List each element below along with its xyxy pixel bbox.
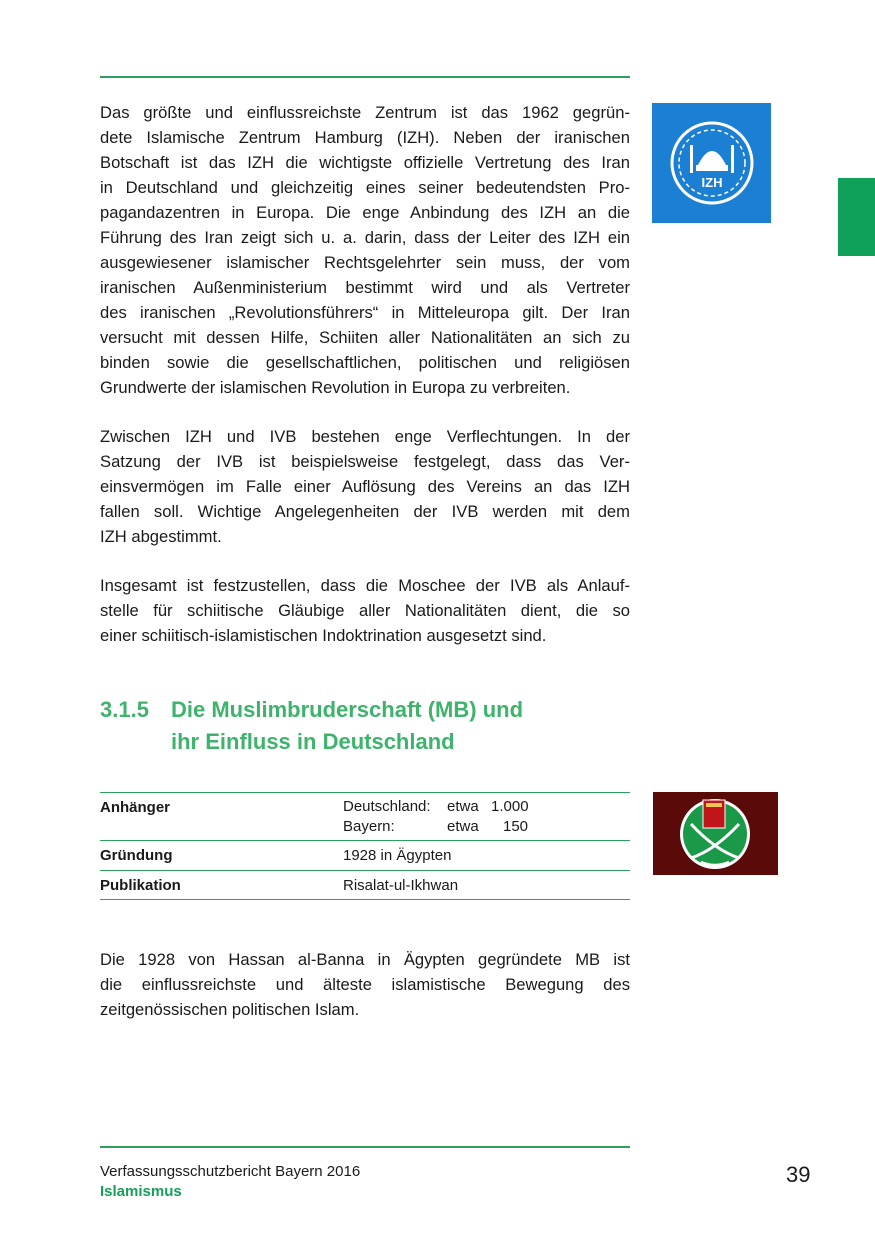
table-row [100,840,630,870]
text-line: Zwischen IZH und IVB bestehen enge Verflechtungen. In der [100,427,630,446]
text-line: Satzung der IVB ist beispielsweise festgelegt, dass das Ver- [100,452,630,471]
text-line: Insgesamt ist festzustellen, dass die Moschee der IVB als Anlauf- [100,576,630,595]
text-line: Das größte und einflussreichste Zentrum ist das 1962 gegrün- [100,103,630,122]
muslim-brotherhood-logo [653,792,778,875]
text-line: Grundwerte der islamischen Revolution in Europa zu verbreiten. [100,378,571,397]
text-line: des iranischen „Revolutionsführers“ in Mitteleuropa gilt. Der Iran [100,303,630,322]
text-line: in Deutschland und gleichzeitig eines seiner bedeutendsten Pro- [100,178,630,197]
paragraph [100,947,630,1022]
text-line: iranischen Außenministerium bestimmt wird und als Vertreter [100,278,630,297]
text-line: versucht mit dessen Hilfe, Schiiten aller Nationalitäten an sich zu [100,328,630,347]
text-line: stelle für schiitische Gläubige aller Nationalitäten dient, die so [100,601,630,620]
footer-rule [100,1146,630,1148]
section-title [171,694,591,758]
text-line: einer schiitisch-islamistischen Indoktrination ausgesetzt sind. [100,626,547,645]
founded-label: Gründung [100,847,173,864]
chapter-tab [838,178,875,256]
text-line: ausgewiesener islamischer Rechtsgelehrter sein muss, der vom [100,253,630,272]
izh-emblem-icon [652,103,771,223]
organization-info-table [100,792,630,900]
text-line: fallen soll. Wichtige Angelegenheiten der IVB werden mit dem [100,502,630,521]
supporters-label: Anhänger [100,799,171,816]
footer-section: Islamismus [100,1183,182,1200]
text-line: dete Islamische Zentrum Hamburg (IZH). Neben der iranischen [100,128,630,147]
top-rule [100,76,630,78]
section-number: 3.1.5 [100,697,149,722]
text-line: IZH abgestimmt. [100,527,222,546]
supporters-bavaria: Bayern: etwa 150 [343,818,529,835]
page-number: 39 [786,1162,811,1187]
section-title-line: ihr Einfluss in Deutschland [171,729,455,754]
founded-value: 1928 in Ägypten [343,847,452,864]
izh-logo-label: IZH [701,175,723,190]
paragraph [100,573,630,648]
supporters-germany: Deutschland: etwa 1.000 [343,798,529,815]
section-title-line: Die Muslimbruderschaft (MB) und [171,697,524,722]
text-line: einsvermögen im Falle einer Auflösung des Vereins an das IZH [100,477,630,496]
izh-logo [652,103,771,223]
text-line: Führung des Iran zeigt sich u. a. darin, dass der Leiter des IZH ein [100,228,630,247]
text-line: die einflussreichste und älteste islamistische Bewegung des [100,975,630,994]
table-row [100,792,630,840]
text-line: Die 1928 von Hassan al-Banna in Ägypten gegründete MB ist [100,950,630,969]
paragraph [100,424,630,549]
text-line: zeitgenössischen politischen Islam. [100,1000,360,1019]
mb-emblem-icon [653,792,778,875]
table-row [100,870,630,900]
publication-value: Risalat-ul-Ikhwan [343,877,459,894]
text-line: pagandazentren in Europa. Die enge Anbindung des IZH an die [100,203,630,222]
text-line: Botschaft ist das IZH die wichtigste offizielle Vertretung des Iran [100,153,630,172]
publication-label: Publikation [100,877,181,894]
intro-paragraph [100,100,630,400]
text-line: binden sowie die gesellschaftlichen, politischen und religiösen [100,353,630,372]
footer-title: Verfassungsschutzbericht Bayern 2016 [100,1163,361,1180]
